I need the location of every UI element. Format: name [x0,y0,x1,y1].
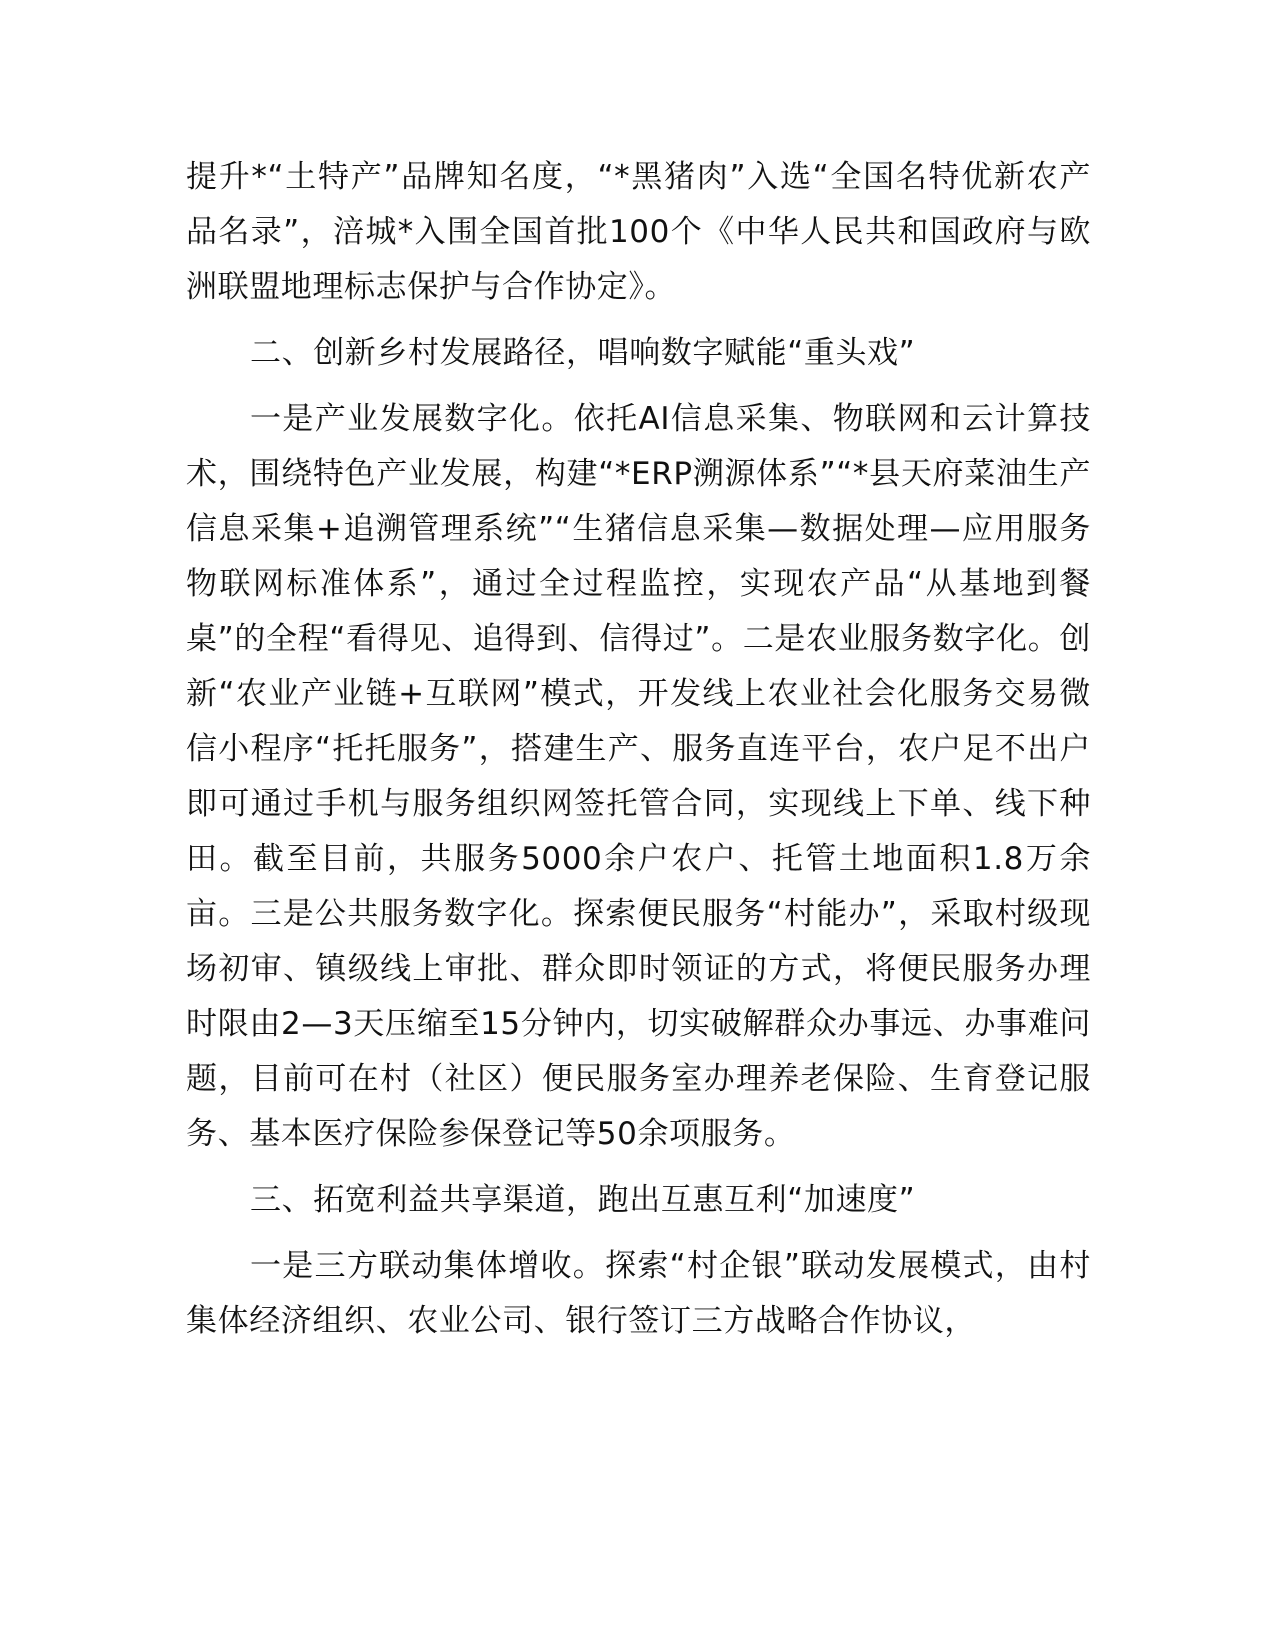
section-heading-2: 二、创新乡村发展路径，唱响数字赋能“重头戏” [250,335,916,371]
paragraph-digital-empowerment: 一是产业发展数字化。依托AI信息采集、物联网和云计算技术，围绕特色产业发展，构建“*ERP溯源体系”“*县天府菜油生产信息采集+追溯管理系统”“生猪信息采集—数据处理—应用服务物联网标准体系”，通过全过程监控，实现农产品“从基地到餐桌”的全程“看得见、追得到、信得过”。二是农业服务数字化。创新“农业产业链+互联网”模式，开发线上农业社会化服务交易微信小程序“托托服务”，搭建生产、服务直连平台，农户足不出户即可通过手机与服务组织网签托管合同，实现线上下单、线下种田。截至目前，共服务5000余户农户、托管土地面积1.8万余亩。三是公共服务数字化。探索便民服务“村能办”，采取村级现场初审、镇级线上审批、群众即时领证的方式，将便民服务办理时限由2—3天压缩至15分钟内，切实破解群众办事远、办事难问题，目前可在村（社区）便民服务室办理养老保险、生育登记服务、基本医疗保险参保登记等50余项服务。 [186,401,1091,1152]
section-heading-3: 三、拓宽利益共享渠道，跑出互惠互利“加速度” [250,1182,916,1218]
paragraph-continued: 提升*“土特产”品牌知名度，“*黑猪肉”入选“全国名特优新农产品名录”，涪城*入围全国首批100个《中华人民共和国政府与欧洲联盟地理标志保护与合作协定》。 [186,159,1091,305]
paragraph-benefit-sharing: 一是三方联动集体增收。探索“村企银”联动发展模式，由村集体经济组织、农业公司、银行签订三方战略合作协议， [186,1248,1091,1339]
document-body [186,150,1091,1360]
